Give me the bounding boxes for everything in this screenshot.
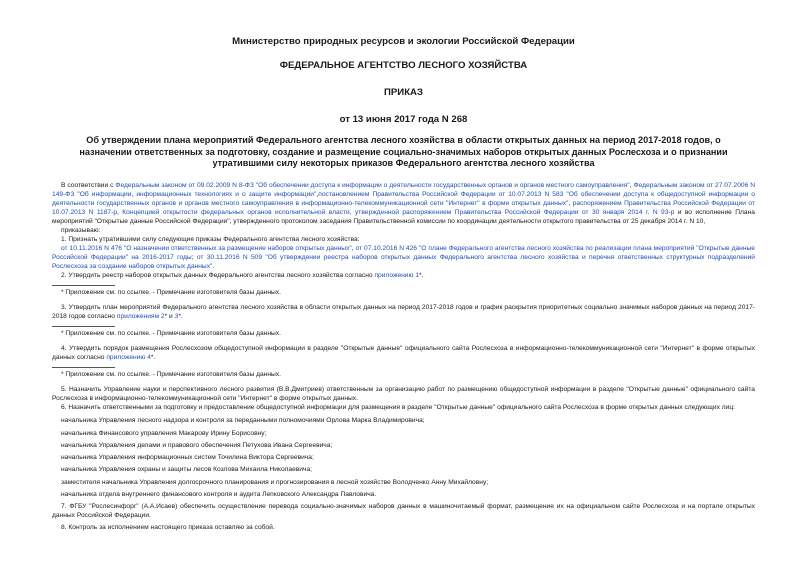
decree-link-583[interactable]: постановлением Правительства Российской Федерации от 10.07.2013 N 583 "Об обеспечении доступа к общедоступной информации о деятельности государственных органов и органов местного самоуправления в информационно-телекоммуникационной сети "Интернет" в форме открытых данных": [52, 190, 755, 207]
document-body: [52, 181, 755, 533]
paragraph-2-text: 2. Утвердить реестр наборов открытых данных Федерального агентства лесного хозяйства согласно: [61, 271, 375, 279]
paragraph-5: 5. Назначить Управление науки и перспективного лесного развития (В.В.Дмитриев) ответственным за организацию работ по размещению общедоступной информации в разделе "Открытые данные" официального сайта Рослесхоза в информационно-телекоммуникационной сети "Интернет" в форме открытых данных.: [52, 386, 755, 403]
paragraph-1-links: [52, 244, 755, 271]
footnote-2: * Приложение см. по ссылке. - Примечание изготовителя базы данных.: [61, 330, 281, 338]
order-link-509[interactable]: от 30.11.2016 N 509 "Об утверждении реестра наборов открытых данных Федерального агентства лесного хозяйства и перечня ответственных структурных подразделений Рослесхоза за создание наборов открытых данных": [52, 253, 755, 270]
intro-text: ,: [629, 181, 634, 189]
law-link-149fz[interactable]: Федеральным законом от 27.07.2006 N 149-ФЗ "Об информации, информационных технологиях и о защите информации": [52, 181, 756, 198]
footnote-divider: [52, 326, 115, 327]
intro-text: ,: [117, 208, 123, 216]
responsible-item: начальника Управления лесного надзора и контроля за переданными полномочиями Орлова Марка Владимировича;: [61, 417, 425, 425]
paragraph-2-end: *.: [419, 271, 424, 279]
document-title: Об утверждении плана мероприятий Федерального агентства лесного хозяйства в области открытых данных на период 2017-2018 годов, о назначении ответственных за подготовку, создание и размещение социально-значимых наборов открытых данных Рослесхоза и о признании утратившими силу некоторых приказов Федерального агентства лесного хозяйства: [79, 135, 728, 168]
footnote-divider: [52, 367, 115, 368]
paragraph-3-end: *.: [178, 313, 183, 321]
paragraph-3-mid: * и: [164, 313, 175, 321]
document-type: ПРИКАЗ: [384, 87, 423, 98]
paragraph-2: [52, 271, 755, 280]
document-date: от 13 июня 2017 года N 268: [339, 114, 468, 125]
order-link-476[interactable]: от 10.11.2016 N 476 "О назначении ответственных за размещение наборов открытых данных": [61, 244, 352, 252]
appendix-1-link[interactable]: приложению 1: [374, 271, 420, 279]
separator-text: .: [212, 262, 215, 270]
paragraph-7: 7. ФГБУ "Рослесинфорг" (А.А.Исаев) обеспечить осуществление перевода социально-значимых наборов данных в машиночитаемый формат, размещение их на официальном сайте Рослесхоза и на портале открытых данных Российской Федерации.: [52, 503, 755, 520]
responsible-item: заместителя начальника Управления долгосрочного планирования и прогнозирования в лесной хозяйстве Володченко Анну Михайловну;: [61, 478, 489, 486]
order-word: приказываю:: [61, 226, 101, 234]
responsible-item: начальника Управления информационных систем Точилина Виктора Сергеевича;: [61, 454, 314, 462]
agency-name: ФЕДЕРАЛЬНОЕ АГЕНТСТВО ЛЕСНОГО ХОЗЯЙСТВА: [279, 60, 528, 71]
order-link-1187r[interactable]: распоряжением Правительства Российской Федерации от 10.07.2013 N 1187-р: [52, 199, 755, 216]
paragraph-4-end: *.: [150, 354, 156, 362]
appendix-3-link[interactable]: 3: [174, 313, 179, 321]
separator-text: ;: [191, 253, 197, 261]
concept-link-93r[interactable]: Концепцией открытости федеральных органов исполнительной власти, утвержденной распоряжением Правительства Российской Федерации от 30 января 2014 г. N 93-р: [122, 208, 675, 216]
responsible-item: начальника Управления делами и правового обеспечения Петухова Ивана Сергеевича;: [61, 441, 333, 449]
intro-text: ,: [316, 190, 319, 198]
paragraph-8: 8. Контроль за исполнением настоящего приказа оставляю за собой.: [61, 524, 275, 532]
paragraph-4: [52, 344, 755, 362]
paragraph-3-text: 3. Утвердить план мероприятий Федерального агентства лесного хозяйства в области открытых данных на период 2017-2018 годов и график раскрытия приоритетных социально значимых наборов данных на период 2017-2018 годов согласно: [52, 304, 755, 321]
paragraph-6: 6. Назначить ответственными за подготовку и предоставление общедоступной информации для размещения в разделе "Открытые данные" официального сайта Рослесхоза в форме открытых данных следующих лиц:: [61, 404, 735, 412]
responsible-item: начальника Управления охраны и защиты лесов Козлова Михаила Николаевича;: [61, 466, 313, 474]
footnote-divider: [52, 285, 115, 286]
intro-paragraph: [52, 181, 755, 226]
responsible-item: начальника отдела внутреннего финансового контроля и аудита Лепковского Александра Павловича.: [61, 490, 377, 498]
footnote-3: * Приложение см. по ссылке. - Примечание изготовителя базы данных.: [61, 371, 281, 379]
footnote-1: * Приложение см. по ссылке. - Примечание изготовителя базы данных.: [61, 289, 281, 297]
law-link-8fz[interactable]: Федеральным законом от 09.02.2009 N 8-ФЗ "Об обеспечении доступа к информации о деятельности государственных органов и органов местного самоуправления": [115, 181, 630, 189]
intro-text: ,: [568, 199, 573, 207]
ministry-name: Министерство природных ресурсов и экологии Российской Федерации: [232, 36, 575, 47]
responsible-item: начальника Финансового управления Макарову Ирину Борисовну;: [61, 429, 267, 437]
appendix-2-link[interactable]: приложениям 2: [116, 313, 165, 321]
appendix-4-link[interactable]: приложению 4: [106, 354, 151, 362]
paragraph-3: [52, 303, 755, 321]
separator-text: ,: [351, 244, 356, 252]
paragraph-4-text: 4. Утвердить порядок размещения Рослесхозом общедоступной информации в разделе "Открытые данные" официального сайта Рослесхоза в информационно-телекоммуникационной сети "Интернет" в форме открытых данных согласно: [52, 345, 755, 362]
intro-text: В соответствии с: [61, 181, 116, 189]
order-link-426[interactable]: от 07.10.2016 N 426 "О плане Федерального агентства лесного хозяйства по реализации плана мероприятий "Открытые данные Российской Федерации" на 2016-2017 годы: [52, 244, 755, 261]
intro-text: и во исполнение Плана мероприятий "Открытые данные Российской Федерации", утвержденного протоколом заседания Правительственной комиссии по координации деятельности открытого правительства от 25 декабря 2014 г. N 10,: [52, 208, 755, 225]
paragraph-1: 1. Признать утратившими силу следующие приказы Федерального агентства лесного хозяйства:: [61, 235, 360, 243]
